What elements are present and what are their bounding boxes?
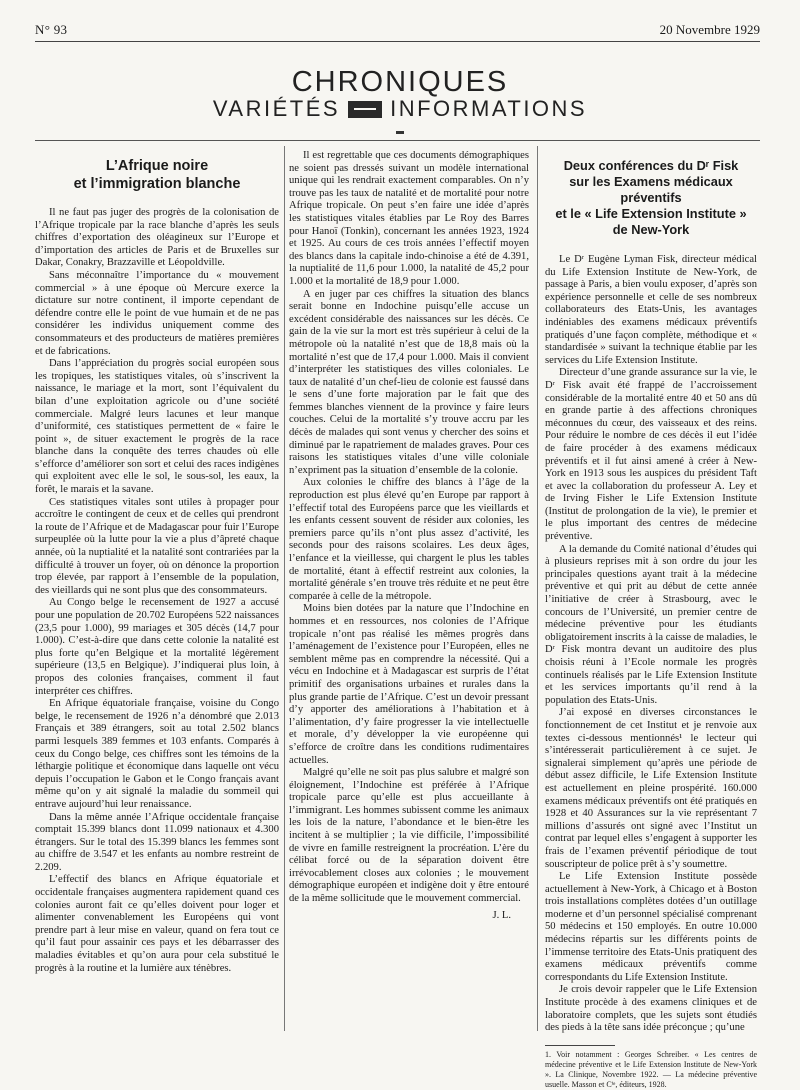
article-signature: J. L. — [492, 909, 511, 921]
paragraph: Le Life Extension Institute possède actuellement à New-York, à Chicago et à Boston trois installations complètes dotées d’un outillage moderne et d’un personnel spécialisé comprenant 50 médecins et 150 employés. En outre 10.000 médecins répartis sur les différents points de l’immense territoire des Etats-Unis pratiquent des examens médicaux préventifs comme correspondants du Life Extension Institute. — [545, 871, 757, 983]
paragraph: Il est regrettable que ces documents démographiques ne soient pas dressés suivant un modèle international unique qui les rendrait exactement comparables. On n’y trouve pas les taux de natalité et de mortalité pour notre Afrique tropicale. On peut s’en faire une idée d’après les statistiques vitales établies par Le Roy des Barres pour Hanoï (Tonkin), concernant les années 1923, 1924 et 1925. Au cours de ces trois années l’effectif moyen des blancs dans la capitale indo-chinoise a été de 4.391, la nuptialité de 11,6 pour 1.000, la natalité de 45,2 pour 1.000 et la mortalité de 18,9 pour 1.000. — [289, 150, 529, 287]
masthead-ornament-icon — [348, 101, 382, 118]
paragraph: Dans la même année l’Afrique occidentale française comptait 15.399 blancs dont 11.099 nationaux et 4.300 étrangers. Sur le total des 15.399 blancs les femmes sont au chiffre de 3.547 et les enfants au nombre restreint de 2.209. — [35, 811, 279, 873]
column-divider-1 — [284, 146, 285, 1031]
paragraph: Je crois devoir rappeler que le Life Extension Institute procède à des examens cliniques et de laboratoire complets, que les sujets sont étudiés des pieds à la tête sans idée préconçue ; qu’une — [545, 984, 757, 1034]
article-afrique-column-1 — [35, 150, 279, 975]
paragraph: Ces statistiques vitales sont utiles à propager pour accroître le contingent de ceux et de celles qui prendront la route de l’Afrique et de Madagascar pour fuir l’Europe surpeuplée où la lutte pour la vie a plus d’âpreté chaque année, où la nuptialité et la natalité sont contrariées par la difficulté à trouver un foyer, où on dénonce la proportion trop élevée, par rapport à l’ensemble de la population, des vieillards qui ne sont plus que des consommateurs. — [35, 496, 279, 596]
article-afrique-title: L’Afrique noire et l’immigration blanche — [73, 158, 241, 192]
column-divider-2 — [537, 146, 538, 1031]
paragraph: Dans l’appréciation du progrès social européen sous les tropiques, les statistiques vitales, où s’inscrivent la naissance, le mariage et la mort, sont l’équivalent du bilan d’une exploitation agricole ou d’une société commerciale. Malgré leurs lacunes et leur manque d’uniformité, ces statistiques permettent de « faire le point », de situer exactement le progrès de la race blanche dans la conquête des terres chaudes où elle s’efforce d’améliorer son sort et celui des races indigènes qui exploitent avec elle le sol, le sous-sol, les eaux, la forêt, le marais et la savane. — [35, 358, 279, 496]
masthead-informations: INFORMATIONS — [390, 96, 588, 121]
masthead-varietes: VARIÉTÉS — [212, 96, 341, 121]
footnote: 1. Voir notamment : Georges Schreiber. « Les centres de médecine préventive et le Life Extension Institute de New-York ». La Clinique, Novembre 1922. — La médecine préventive usuelle. Masson et Cⁱᵉ, éditeurs, 1928. — [545, 1049, 757, 1089]
masthead-rule — [35, 140, 760, 141]
paragraph: Sans méconnaître l’importance du « mouvement commercial » à une époque où Mercure exerce la dictature sur notre continent, il importe cependant de défendre contre elle le point de vue humain et de ne pas considérer les individus uniquement comme des consommateurs et des producteurs de matières premières et de fabrications. — [35, 269, 279, 357]
paragraph: Directeur d’une grande assurance sur la vie, le Dʳ Fisk avait été frappé de l’accroissement considérable de la mortalité entre 40 et 50 ans dû en grande partie à des affections chroniques méconnues du cœur, des vaisseaux et des reins. Pour réduire le nombre de ces décès il eut l’idée de faire procéder à des examens médicaux préventifs et il fut ainsi amené à créer à New-York en 1913 sous les auspices du président Taft et avec la collaboration du professeur A. Ley et de Irving Fisher le Life Extension Institute (Institut de prolongation de la vie), le premier et le plus important des centres de médecine préventive. — [545, 367, 757, 543]
paragraph: Aux colonies le chiffre des blancs à l’âge de la reproduction est plus élevé qu’en Europe par rapport à l’effectif total des Européens parce que les vieillards et les enfants cessent souvent de résider aux colonies, les premiers parce qu’ils n’ont plus assez d’activité, les seconds pour des raisons scolaires. Les deux âges, l’enfance et la vieillesse, qui chargent le plus les tables de mortalité, étant à effectif restreint aux colonies, la mortalité générale s’en trouve très réduite et ne peut être comparée à celle de la métropole. — [289, 477, 529, 602]
header-rule — [35, 41, 760, 42]
paragraph: Moins bien dotées par la nature que l’Indochine en hommes et en ressources, nos colonies de l’Afrique tropicale n’ont pas réalisé les mêmes progrès dans l’aménagement de l’existence pour l’Européen, elles ne semblent même pas en comprendre la nécessité. Qui a vécu en Indochine et à Madagascar est surpris de l’état primitif des organisations urbaines et rurales dans la plus grande partie de l’Afrique. C’est un devoir pressant d’y apporter des améliorations à l’habitation et à l’alimentation, d’y faire progresser la vie intellectuelle et morale, d’y développer la vie européenne qui s’efforce de croître dans les conditions rudimentaires actuelles. — [289, 603, 529, 766]
issue-date: 20 Novembre 1929 — [659, 22, 760, 37]
paragraph: Au Congo belge le recensement de 1927 a accusé pour une population de 20.702 Européens 522 naissances (23,5 pour 1.000), 99 mariages et 305 décès (14,7 pour 1.000). C’est-à-dire que dans cette colonie la natalité est plus forte qu’en Belgique et la mortalité légèrement supérieure (13,5 en Belgique). J’indiquerai plus loin, à propos des colonies françaises, comment il faut interpréter ces chiffres. — [35, 597, 279, 697]
paragraph: A en juger par ces chiffres la situation des blancs serait bonne en Indochine puisqu’elle accuse un excédent considérable des naissances sur les décès. Ce gain de la vie sur la mort est très supérieur à celui de la métropole où la natalité n’est que de 18,8 mais où la mortalité n’est que de 17,4 pour 1.000. Mais il convient d’interpréter les statistiques des villes coloniales. Le taux de natalité d’un chef-lieu de colonie est faussé dans le sens d’une forte majoration par le fait que des femmes blanches viennent de la province y faire leurs couches. Celui de la mortalité s’y trouve accru par les décès de malades qui sont venus y chercher des soins et diminué par le rapatriement de malades graves. Pour ces raisons les statistiques vitales d’une ville coloniale n’expriment pas la situation d’ensemble de la colonie. — [289, 288, 529, 476]
masthead-mark-icon — [396, 131, 404, 134]
issue-number: N° 93 — [35, 22, 68, 37]
article-afrique-column-2 — [289, 150, 529, 922]
masthead-subtitle — [0, 96, 800, 122]
paragraph: Le Dʳ Eugène Lyman Fisk, directeur médical du Life Extension Institute de New-York, de passage à Paris, a bien voulu exposer, d’après son expérience personnelle et celle de ses nombreux collaborateurs des Etats-Unis, les avantages indéniables des examens médicaux préventifs pratiqués d’une façon complète, méthodique et « standardisée » suivant la technique établie par les services du Life Extension Institute. — [545, 254, 757, 366]
paragraph: Malgré qu’elle ne soit pas plus salubre et malgré son éloignement, l’Indochine est préférée à l’Afrique tropicale parce qu’elle est plus accueillante à l’immigrant. Les hommes subissent comme les animaux les lois de la nature, l’abondance et le bien-être les incitent à se multiplier ; la vie difficile, l’impossibilité de vivre en famille restreignent la procréation. L’ère du célibat forcé ou de la séparation doivent être irrévocablement closes aux colonies ; le mouvement démographique européen et indigène doit y être entouré de la même sollicitude que le mouvement commercial. — [289, 767, 529, 905]
paragraph: Il ne faut pas juger des progrès de la colonisation de l’Afrique tropicale par la race blanche d’après les seuls chiffres d’exportation des oléagineux sur l’Europe et d’importation des articles de Paris et de Bruxelles sur Dakar, Conakry, Brazzaville et Léopoldville. — [35, 207, 279, 269]
paragraph: L’effectif des blancs en Afrique équatoriale et occidentale françaises augmentera rapidement quand ces colonies auront fait ce qu’elles doivent pour loger et alimenter convenablement les Européens qui vont prendre part à leur mise en valeur, quand on fera tout ce qu’il faut pour assainir ces pays et les débarrasser des maladies évitables et qu’on aura pour cela substitué le progrès à la routine et la lumière aux ténèbres. — [35, 874, 279, 974]
article-fisk-title: Deux conférences du Dʳ Fisk sur les Examens médicaux préventifs et le « Life Extension Institute » de New-York — [555, 158, 747, 237]
paragraph: En Afrique équatoriale française, voisine du Congo belge, le recensement de 1926 n’a dénombré que 2.013 Français et 389 étrangers, soit au total 2.502 blancs parmi lesquels 389 femmes et 103 enfants. Comparés à ceux du Congo belge, ces chiffres sont les témoins de la léthargie politique et économique dans laquelle ont vécu depuis l’occupation le Gabon et le Congo français avant même qu’on y ait signalé la maladie du sommeil qui entrave aujourd’hui leur renaissance. — [35, 698, 279, 810]
footnote-rule — [545, 1045, 615, 1046]
paragraph: A la demande du Comité national d’études qui à plusieurs reprises mit à son ordre du jour les principales questions ayant trait à la médecine préventive et qui prit au début de cette année l’initiative de créer à Strasbourg, avec le concours de l’Université, un premier centre de médecine préventive pour les étudiants obligatoirement inscrits à la caisse de maladies, le Dʳ Fisk montra devant un auditoire des plus choisis réuni à l’Ecole normale les progrès continuels réalisés par le Life Extension Institute et les services importants qu’il rend à la population des Etats-Unis. — [545, 543, 757, 706]
paragraph: J’ai exposé en diverses circonstances le fonctionnement de cet Institut et je renvoie aux textes ci-dessous mentionnés¹ le lecteur qui s’intéresserait particulièrement à ce sujet. Je signalerai simplement qu’après une période de début assez difficile, le Life Extension Institute est actuellement en pleine prospérité. 160.000 examens médicaux préventifs ont été pratiqués en 1928 et 40 Assurances sur la vie représentant 7 millions d’assurés ont signé avec l’Institut un contrat par lequel elles s’engagent à supporter les frais de l’examen préventif périodique de tout souscripteur de police prêt à s’y soumettre. — [545, 707, 757, 870]
article-fisk-column — [545, 150, 757, 1090]
masthead-title: CHRONIQUES — [291, 66, 509, 98]
